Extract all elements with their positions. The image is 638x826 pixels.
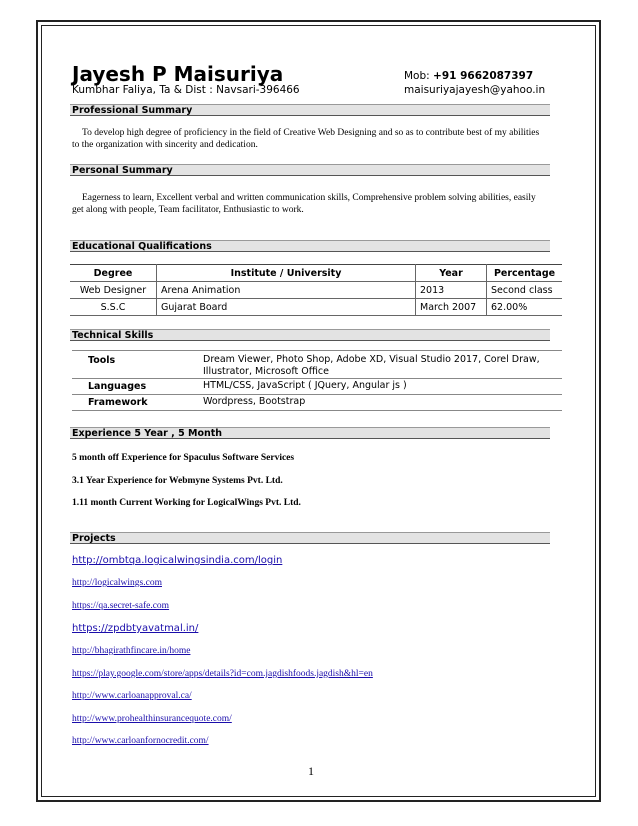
table-cell: Second class — [487, 282, 563, 299]
skill-value-tools: Dream Viewer, Photo Shop, Adobe XD, Visual Studio 2017, Corel Draw, Illustrator, Microsoft Office — [203, 354, 540, 377]
section-projects: Projects — [70, 532, 550, 544]
project-link[interactable]: http://www.prohealthinsurancequote.com/ — [72, 714, 232, 724]
table-row — [70, 299, 562, 316]
skill-label-languages: Languages — [88, 381, 147, 392]
section-personal-summary: Personal Summary — [70, 164, 550, 176]
section-experience: Experience 5 Year , 5 Month — [70, 427, 550, 439]
education-header-row — [70, 265, 562, 282]
professional-summary-text: To develop high degree of proficiency in the field of Creative Web Designing and so as to contribute best of my abilities to the organization with sincerity and dedication. — [72, 128, 540, 150]
education-col-institute: Institute / University — [157, 265, 416, 282]
section-technical-skills: Technical Skills — [70, 329, 550, 341]
skill-value-framework: Wordpress, Bootstrap — [203, 396, 306, 407]
table-cell: Gujarat Board — [157, 299, 416, 316]
project-link[interactable]: https://zpdbtyavatmal.in/ — [72, 623, 199, 634]
project-link[interactable]: http://bhagirathfincare.in/home — [72, 646, 191, 656]
mobile-number — [404, 70, 533, 82]
project-link[interactable]: http://www.carloanapproval.ca/ — [72, 691, 192, 701]
candidate-name: Jayesh P Maisuriya — [72, 62, 284, 86]
page-number: 1 — [308, 764, 314, 778]
education-table — [70, 264, 562, 316]
project-link[interactable]: http://logicalwings.com — [72, 578, 162, 588]
mobile-label: Mob: — [404, 70, 434, 82]
table-cell: S.S.C — [70, 299, 157, 316]
email-address: maisuriyajayesh@yahoo.in — [404, 84, 546, 96]
skill-label-tools: Tools — [88, 355, 116, 366]
project-link[interactable]: http://ombtqa.logicalwingsindia.com/login — [72, 555, 283, 566]
education-col-year: Year — [416, 265, 487, 282]
divider — [72, 350, 562, 351]
divider — [72, 410, 562, 411]
table-cell: Web Designer — [70, 282, 157, 299]
mobile-value: +91 9662087397 — [433, 70, 534, 82]
divider — [72, 378, 562, 379]
education-col-percentage: Percentage — [487, 265, 563, 282]
section-education: Educational Qualifications — [70, 240, 550, 252]
skill-label-framework: Framework — [88, 397, 148, 408]
table-row — [70, 282, 562, 299]
experience-item: 3.1 Year Experience for Webmyne Systems Pvt. Ltd. — [72, 476, 283, 486]
table-cell: Arena Animation — [157, 282, 416, 299]
table-cell: 62.00% — [487, 299, 563, 316]
table-cell: March 2007 — [416, 299, 487, 316]
table-cell: 2013 — [416, 282, 487, 299]
project-link[interactable]: http://www.carloanfornocredit.com/ — [72, 736, 209, 746]
candidate-address: Kumbhar Faliya, Ta & Dist : Navsari-396466 — [72, 84, 300, 96]
project-link[interactable]: https://play.google.com/store/apps/details?id=com.jagdishfoods.jagdish&hl=en — [72, 669, 373, 679]
education-col-degree: Degree — [70, 265, 157, 282]
divider — [72, 394, 562, 395]
skill-value-languages: HTML/CSS, JavaScript ( JQuery, Angular js ) — [203, 380, 407, 391]
project-link[interactable]: https://qa.secret-safe.com — [72, 601, 170, 611]
experience-item: 5 month off Experience for Spaculus Software Services — [72, 453, 295, 463]
personal-summary-text: Eagerness to learn, Excellent verbal and written communication skills, Comprehensive problem solving abilities, easily get along with people, Team facilitator, Enthusiastic to work. — [72, 193, 536, 215]
section-professional-summary: Professional Summary — [70, 104, 550, 116]
experience-item: 1.11 month Current Working for LogicalWings Pvt. Ltd. — [72, 498, 301, 508]
